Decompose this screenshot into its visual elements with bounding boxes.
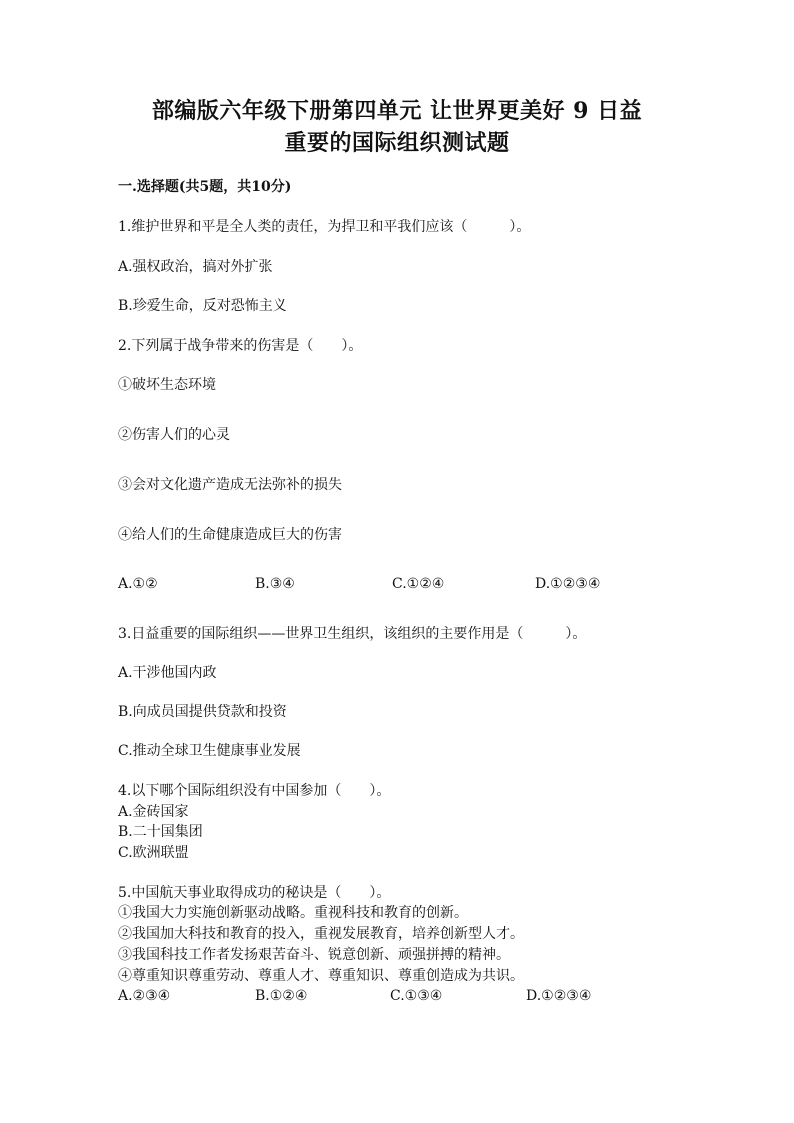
- question-4-option-c: C.欧洲联盟: [118, 845, 189, 861]
- question-4-stem: 4.以下哪个国际组织没有中国参加（ ）。: [118, 783, 391, 799]
- question-3-option-a: A.干涉他国内政: [118, 665, 217, 681]
- question-5-option-a: A.②③④: [118, 988, 171, 1004]
- question-2-option-b: B.③④: [255, 576, 295, 592]
- question-5-stem: 5.中国航天事业取得成功的秘诀是（ ）。: [118, 885, 391, 901]
- question-2-option-a: A.①②: [118, 576, 158, 592]
- question-3-option-c: C.推动全球卫生健康事业发展: [118, 743, 301, 759]
- question-2-item-1: ①破坏生态环境: [118, 377, 216, 393]
- question-4-option-a: A.金砖国家: [118, 804, 189, 820]
- question-5-option-c: C.①③④: [390, 988, 443, 1004]
- question-2-option-d: D.①②③④: [535, 576, 601, 592]
- question-5-item-2: ②我国加大科技和教育的投入，重视发展教育，培养创新型人才。: [118, 926, 524, 942]
- question-2-item-4: ④给人们的生命健康造成巨大的伤害: [118, 527, 342, 543]
- question-5-option-b: B.①②④: [255, 988, 308, 1004]
- section-heading: 一.选择题(共5题，共10分): [118, 179, 292, 195]
- question-4-option-b: B.二十国集团: [118, 824, 203, 840]
- question-3-option-b: B.向成员国提供贷款和投资: [118, 704, 287, 720]
- question-1-option-b: B.珍爱生命，反对恐怖主义: [118, 298, 287, 314]
- question-5-option-d: D.①②③④: [526, 988, 592, 1004]
- page-title-line-1: 部编版六年级下册第四单元 让世界更美好 9 日益: [151, 98, 643, 124]
- question-3-stem: 3.日益重要的国际组织——世界卫生组织，该组织的主要作用是（ ）。: [118, 626, 587, 642]
- question-5-item-4: ④尊重知识尊重劳动、尊重人才、尊重知识、尊重创造成为共识。: [118, 968, 524, 984]
- page-title-line-2: 重要的国际组织测试题: [284, 130, 510, 156]
- question-1-option-a: A.强权政治，搞对外扩张: [118, 259, 273, 275]
- question-1-stem: 1.维护世界和平是全人类的责任，为捍卫和平我们应该（ ）。: [118, 219, 531, 235]
- question-2-item-3: ③会对文化遗产造成无法弥补的损失: [118, 477, 342, 493]
- question-2-stem: 2.下列属于战争带来的伤害是（ ）。: [118, 338, 363, 354]
- question-2-item-2: ②伤害人们的心灵: [118, 427, 230, 443]
- question-5-item-3: ③我国科技工作者发扬艰苦奋斗、锐意创新、顽强拼搏的精神。: [118, 947, 510, 963]
- question-5-item-1: ①我国大力实施创新驱动战略。重视科技和教育的创新。: [118, 905, 468, 921]
- question-2-option-c: C.①②④: [392, 576, 445, 592]
